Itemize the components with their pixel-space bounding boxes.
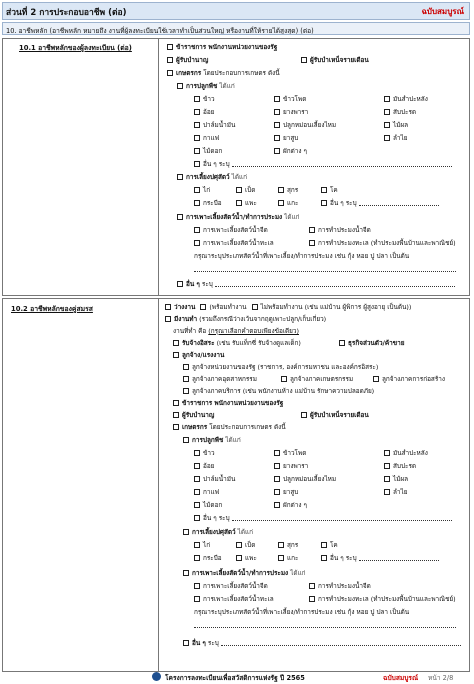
ready-label: (พร้อมทำงาน <box>209 303 247 311</box>
crop-checkbox[interactable] <box>274 135 280 141</box>
question-10-title: 10. อาชีพหลัก (อาชีพหลัก หมายถึง งานที่ผู้ลงทะเบียนใช้เวลาทำเป็นส่วนใหญ่ หรืองานที่ให้รายได้สูงสุด) (ต่อ) <box>2 22 470 35</box>
livestock-item-checkbox[interactable] <box>321 542 327 548</box>
crop-checkbox[interactable] <box>274 476 280 482</box>
column-divider <box>158 39 159 295</box>
livestock-other-input[interactable] <box>359 554 439 561</box>
farmer-label: เกษตรกร <box>176 69 202 77</box>
gov-checkbox[interactable] <box>167 44 173 50</box>
livestock-item: โค <box>330 186 338 194</box>
ready-checkbox[interactable] <box>200 304 206 310</box>
employee-item: ลูกจ้างภาคอุตสาหกรรม <box>192 375 257 383</box>
freelance-checkbox[interactable] <box>173 340 179 346</box>
employee-item-checkbox[interactable] <box>183 364 189 370</box>
not-ready-checkbox[interactable] <box>252 304 258 310</box>
farmer-checkbox[interactable] <box>173 424 179 430</box>
employed-label: มีงานทำ <box>174 315 198 323</box>
other-occupation-checkbox[interactable] <box>177 281 183 287</box>
crop-other-input[interactable] <box>232 160 452 167</box>
crops-checkbox[interactable] <box>177 83 183 89</box>
freelance-desc: (เช่น รับแท็กซี่ รับจ้างดูแลเด็ก) <box>216 339 301 347</box>
crop-checkbox[interactable] <box>384 476 390 482</box>
other-occupation-label: อื่น ๆ <box>192 639 206 647</box>
livestock-desc: ได้แก่ <box>237 528 254 536</box>
crop-checkbox[interactable] <box>384 450 390 456</box>
crop-checkbox[interactable] <box>194 476 200 482</box>
employee-item: ลูกจ้างหน่วยงานของรัฐ (ราชการ, องค์การมหาชน และองค์กรอิสระ) <box>192 363 379 371</box>
aqua-note: กรุณาระบุประเภทสัตว์น้ำที่เพาะเลี้ยง/ทำการประมง เช่น กุ้ง หอย ปู ปลา เป็นต้น <box>194 608 410 616</box>
livestock-item: แพะ <box>245 554 257 562</box>
livestock-item: เป็ด <box>245 541 256 549</box>
livestock-other-input[interactable] <box>359 199 439 206</box>
crop-other-checkbox[interactable] <box>194 515 200 521</box>
aqua-checkbox[interactable] <box>183 570 189 576</box>
livestock-label: การเลี้ยงปศุสัตว์ <box>186 173 230 181</box>
livestock-item-checkbox[interactable] <box>278 555 284 561</box>
crop-checkbox[interactable] <box>194 109 200 115</box>
livestock-item: สุกร <box>287 186 299 194</box>
gov-label: ข้าราชการ พนักงานหน่วยงานของรัฐ <box>182 399 284 407</box>
crop-item: ปาล์มน้ำมัน <box>203 121 236 129</box>
crop-checkbox[interactable] <box>194 135 200 141</box>
aqua-note-input[interactable] <box>194 621 456 628</box>
crop-item: สับปะรด <box>393 462 417 470</box>
livestock-item-checkbox[interactable] <box>194 200 200 206</box>
aqua-item: การทำประมงทะเล (ทำประมงพื้นบ้านและพาณิชย์) <box>318 595 456 603</box>
crop-checkbox[interactable] <box>274 463 280 469</box>
gov-label: ข้าราชการ พนักงานหน่วยงานของรัฐ <box>176 43 278 51</box>
question-10-1-label: 10.1 อาชีพหลักของผู้ลงทะเบียน (ต่อ) <box>19 44 132 52</box>
livestock-item-checkbox[interactable] <box>194 542 200 548</box>
farmer-desc: โดยประกอบการเกษตร ดังนี้ <box>209 423 286 431</box>
aqua-desc: ได้แก่ <box>284 213 300 221</box>
employee-item-checkbox[interactable] <box>183 388 189 394</box>
pension-label: ผู้รับบำนาญ <box>176 56 209 64</box>
crop-checkbox[interactable] <box>274 122 280 128</box>
crop-item: มันสำปะหลัง <box>393 449 428 457</box>
employee-checkbox[interactable] <box>173 352 179 358</box>
crop-item: ข้าว <box>203 95 215 103</box>
livestock-item-checkbox[interactable] <box>236 542 242 548</box>
crop-item: กาแฟ <box>203 134 220 142</box>
crop-other-checkbox[interactable] <box>194 161 200 167</box>
livestock-item: กระบือ <box>203 554 222 562</box>
livestock-item: โค <box>330 541 338 549</box>
livestock-item-checkbox[interactable] <box>321 187 327 193</box>
crop-other-label: อื่น ๆ ระบุ <box>203 514 230 522</box>
question-10-2-label: 10.2 อาชีพหลักของคู่สมรส <box>11 305 93 313</box>
livestock-item-checkbox[interactable] <box>278 187 284 193</box>
aqua-note: กรุณาระบุประเภทสัตว์น้ำที่เพาะเลี้ยง/ทำการประมง เช่น กุ้ง หอย ปู ปลา เป็นต้น <box>194 252 410 260</box>
pension-label: ผู้รับบำนาญ <box>182 411 215 419</box>
column-divider <box>158 299 159 671</box>
crop-checkbox[interactable] <box>274 109 280 115</box>
employed-checkbox[interactable] <box>165 316 171 322</box>
aqua-item-checkbox[interactable] <box>309 227 315 233</box>
crops-desc: ได้แก่ <box>225 436 241 444</box>
livestock-label: การเลี้ยงปศุสัตว์ <box>192 528 236 536</box>
aqua-item-checkbox[interactable] <box>194 583 200 589</box>
crop-checkbox[interactable] <box>194 122 200 128</box>
aqua-item: การเพาะเลี้ยงสัตว์น้ำจืด <box>203 226 268 234</box>
crop-item: ไม้ผล <box>393 121 409 129</box>
crop-item: ผักต่าง ๆ <box>283 147 307 155</box>
crop-checkbox[interactable] <box>274 96 280 102</box>
footer-title: โครงการลงทะเบียนเพื่อสวัสดิการแห่งรัฐ ปี 2565 <box>165 674 305 682</box>
aqua-item: การทำประมงน้ำจืด <box>318 582 371 590</box>
crop-checkbox[interactable] <box>384 96 390 102</box>
aqua-label: การเพาะเลี้ยงสัตว์น้ำ/ทำการประมง <box>186 213 283 221</box>
crop-checkbox[interactable] <box>384 135 390 141</box>
aqua-desc: ได้แก่ <box>290 569 306 577</box>
employee-label: ลูกจ้าง/แรงงาน <box>182 351 225 359</box>
livestock-item-checkbox[interactable] <box>236 187 242 193</box>
employee-item-checkbox[interactable] <box>373 376 379 382</box>
aqua-item-checkbox[interactable] <box>309 583 315 589</box>
footer-version: ฉบับสมบูรณ์ <box>383 674 419 682</box>
crops-label: การปลูกพืช <box>192 436 224 444</box>
livestock-item: แกะ <box>287 554 299 562</box>
pension-checkbox[interactable] <box>173 412 179 418</box>
crop-checkbox[interactable] <box>384 463 390 469</box>
livestock-item: เป็ด <box>245 186 256 194</box>
section-title: ส่วนที่ 2 การประกอบอาชีพ (ต่อ) <box>6 8 127 18</box>
crop-item: ผักต่าง ๆ <box>283 501 307 509</box>
aqua-item-checkbox[interactable] <box>194 596 200 602</box>
monthly-label: ผู้รับบำเหน็จรายเดือน <box>310 56 369 64</box>
livestock-other-checkbox[interactable] <box>321 200 327 206</box>
aqua-item: การทำประมงน้ำจืด <box>318 226 371 234</box>
crop-item: อ้อย <box>203 108 215 116</box>
version-label: ฉบับสมบูรณ์ <box>421 7 464 16</box>
not-ready-label: ไม่พร้อมทำงาน (เช่น แม่บ้าน ผู้พิการ ผู้สูงอายุ เป็นต้น)) <box>260 303 412 311</box>
livestock-item: ไก่ <box>203 541 211 549</box>
livestock-checkbox[interactable] <box>183 529 189 535</box>
crops-desc: ได้แก่ <box>219 82 235 90</box>
aqua-item: การเพาะเลี้ยงสัตว์น้ำจืด <box>203 582 268 590</box>
other-occupation-input[interactable] <box>215 280 455 287</box>
crop-item: มันสำปะหลัง <box>393 95 428 103</box>
crop-checkbox[interactable] <box>194 148 200 154</box>
crop-checkbox[interactable] <box>194 450 200 456</box>
unemployed-checkbox[interactable] <box>165 304 171 310</box>
crop-checkbox[interactable] <box>384 109 390 115</box>
aqua-item: การทำประมงทะเล (ทำประมงพื้นบ้านและพาณิชย์) <box>318 239 456 247</box>
aqua-item-checkbox[interactable] <box>194 240 200 246</box>
livestock-other-label: อื่น ๆ ระบุ <box>330 554 357 562</box>
crop-item: อ้อย <box>203 462 215 470</box>
livestock-item-checkbox[interactable] <box>194 555 200 561</box>
other-occupation-checkbox[interactable] <box>183 640 189 646</box>
crop-other-input[interactable] <box>232 514 452 521</box>
crop-checkbox[interactable] <box>194 463 200 469</box>
farmer-label: เกษตรกร <box>182 423 208 431</box>
gov-checkbox[interactable] <box>173 400 179 406</box>
other-occupation-input[interactable] <box>221 639 461 646</box>
unemployed-label: ว่างงาน <box>174 303 196 311</box>
monthly-label: ผู้รับบำเหน็จรายเดือน <box>310 411 369 419</box>
crop-item: ปาล์มน้ำมัน <box>203 475 236 483</box>
crop-item: ยาสูบ <box>283 488 299 496</box>
crop-item: กาแฟ <box>203 488 220 496</box>
aqua-checkbox[interactable] <box>177 214 183 220</box>
crop-item: สับปะรด <box>393 108 417 116</box>
section-header <box>2 2 470 20</box>
ministry-logo-icon <box>152 672 161 681</box>
farmer-checkbox[interactable] <box>167 70 173 76</box>
question-10-1-block <box>2 38 470 296</box>
employee-item-checkbox[interactable] <box>281 376 287 382</box>
aqua-label: การเพาะเลี้ยงสัตว์น้ำ/ทำการประมง <box>192 569 289 577</box>
aqua-item-checkbox[interactable] <box>309 596 315 602</box>
work-line: งานที่ทำ คือ <box>173 327 207 335</box>
livestock-other-checkbox[interactable] <box>321 555 327 561</box>
other-occupation-label: อื่น ๆ <box>186 280 200 288</box>
livestock-item-checkbox[interactable] <box>194 187 200 193</box>
livestock-item: แพะ <box>245 199 257 207</box>
farmer-desc: โดยประกอบการเกษตร ดังนี้ <box>203 69 280 77</box>
business-checkbox[interactable] <box>339 340 345 346</box>
freelance-label: รับจ้างอิสระ <box>182 339 215 347</box>
crop-item: ไม้ดอก <box>203 501 223 509</box>
work-choice: (กรุณาเลือกคำตอบเพียงข้อเดียว) <box>208 327 299 335</box>
crop-item: ปลูกหม่อนเลี้ยงไหม <box>283 475 337 483</box>
crops-checkbox[interactable] <box>183 437 189 443</box>
livestock-item: ไก่ <box>203 186 211 194</box>
employee-item: ลูกจ้างภาคบริการ (เช่น พนักงานห้าง แม่บ้าน รักษาความปลอดภัย) <box>192 387 375 395</box>
other-occupation-desc: ระบุ <box>201 280 213 288</box>
crop-item: ปลูกหม่อนเลี้ยงไหม <box>283 121 337 129</box>
livestock-item: กระบือ <box>203 199 222 207</box>
other-occupation-desc: ระบุ <box>207 639 219 647</box>
crop-checkbox[interactable] <box>194 96 200 102</box>
employee-item: ลูกจ้างภาคการก่อสร้าง <box>382 375 445 383</box>
crop-other-label: อื่น ๆ ระบุ <box>203 160 230 168</box>
crop-item: ลำไย <box>393 134 408 142</box>
livestock-item-checkbox[interactable] <box>236 555 242 561</box>
crop-checkbox[interactable] <box>274 489 280 495</box>
business-label: ธุรกิจส่วนตัว/ค้าขาย <box>348 339 405 347</box>
crop-checkbox[interactable] <box>384 122 390 128</box>
aqua-item: การเพาะเลี้ยงสัตว์น้ำทะเล <box>203 239 274 247</box>
crops-label: การปลูกพืช <box>186 82 218 90</box>
crop-item: ยางพารา <box>283 108 309 116</box>
employed-desc: (รวมถึงกรณีว่างเว้นจากฤดูเพาะปลูก/เก็บเกี่ยว) <box>199 315 327 323</box>
page-number: หน้า 2/8 <box>428 674 454 682</box>
employee-item: ลูกจ้างภาคเกษตรกรรม <box>290 375 354 383</box>
crop-checkbox[interactable] <box>274 148 280 154</box>
crop-checkbox[interactable] <box>274 502 280 508</box>
crop-checkbox[interactable] <box>384 489 390 495</box>
monthly-checkbox[interactable] <box>301 412 307 418</box>
crop-item: ยาสูบ <box>283 134 299 142</box>
question-10-2-block <box>2 298 470 672</box>
livestock-item-checkbox[interactable] <box>278 542 284 548</box>
pension-checkbox[interactable] <box>167 57 173 63</box>
crop-item: ไม้ดอก <box>203 147 223 155</box>
crop-item: ยางพารา <box>283 462 309 470</box>
aqua-note-input[interactable] <box>194 265 456 272</box>
livestock-item-checkbox[interactable] <box>236 200 242 206</box>
livestock-item: แกะ <box>287 199 299 207</box>
livestock-checkbox[interactable] <box>177 174 183 180</box>
crop-checkbox[interactable] <box>194 502 200 508</box>
crop-item: ข้าว <box>203 449 215 457</box>
aqua-item: การเพาะเลี้ยงสัตว์น้ำทะเล <box>203 595 274 603</box>
page-footer <box>0 672 474 684</box>
livestock-desc: ได้แก่ <box>231 173 248 181</box>
crop-item: ลำไย <box>393 488 408 496</box>
livestock-item-checkbox[interactable] <box>278 200 284 206</box>
employee-item-checkbox[interactable] <box>183 376 189 382</box>
aqua-item-checkbox[interactable] <box>309 240 315 246</box>
crop-item: ไม้ผล <box>393 475 409 483</box>
crop-checkbox[interactable] <box>274 450 280 456</box>
crop-checkbox[interactable] <box>194 489 200 495</box>
aqua-item-checkbox[interactable] <box>194 227 200 233</box>
livestock-item: สุกร <box>287 541 299 549</box>
monthly-checkbox[interactable] <box>301 57 307 63</box>
livestock-other-label: อื่น ๆ ระบุ <box>330 199 357 207</box>
crop-item: ข้าวโพด <box>283 449 307 457</box>
crop-item: ข้าวโพด <box>283 95 307 103</box>
